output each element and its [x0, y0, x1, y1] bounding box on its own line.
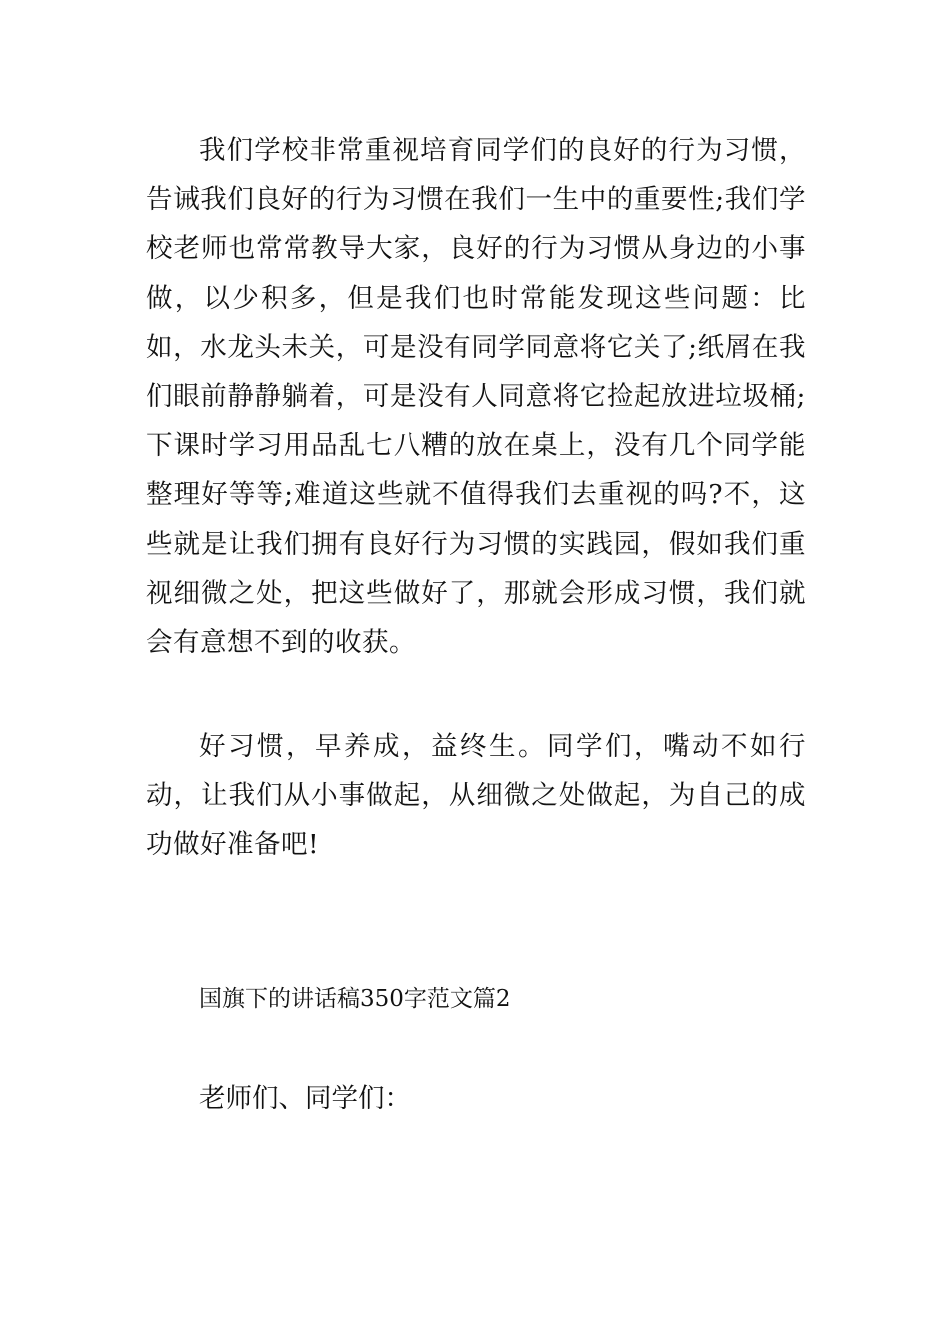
- salutation: 老师们、同学们：: [199, 1083, 411, 1114]
- section-heading: 国旗下的讲话稿350字范文篇2: [199, 986, 511, 1012]
- body-paragraph: 我们学校非常重视培育同学们的良好的行为习惯，告诫我们良好的行为习惯在我们一生中的重要性;我们学校老师也常常教导大家，良好的行为习惯从身边的小事做，以少积多，但是我们也时常能发现这些问题：比如，水龙头未关，可是没有同学同意将它关了;纸屑在我们眼前静静躺着，可是没有人同意将它捡起放进垃圾桶;下课时学习用品乱七八糟的放在桌上，没有几个同学能整理好等等;难道这些就不值得我们去重视的吗?不，这些就是让我们拥有良好行为习惯的实践园，假如我们重视细微之处，把这些做好了，那就会形成习惯，我们就会有意想不到的收获。: [146, 135, 806, 659]
- body-paragraph: 好习惯，早养成，益终生。同学们，嘴动不如行动，让我们从小事做起，从细微之处做起，为自己的成功做好准备吧!: [146, 731, 806, 861]
